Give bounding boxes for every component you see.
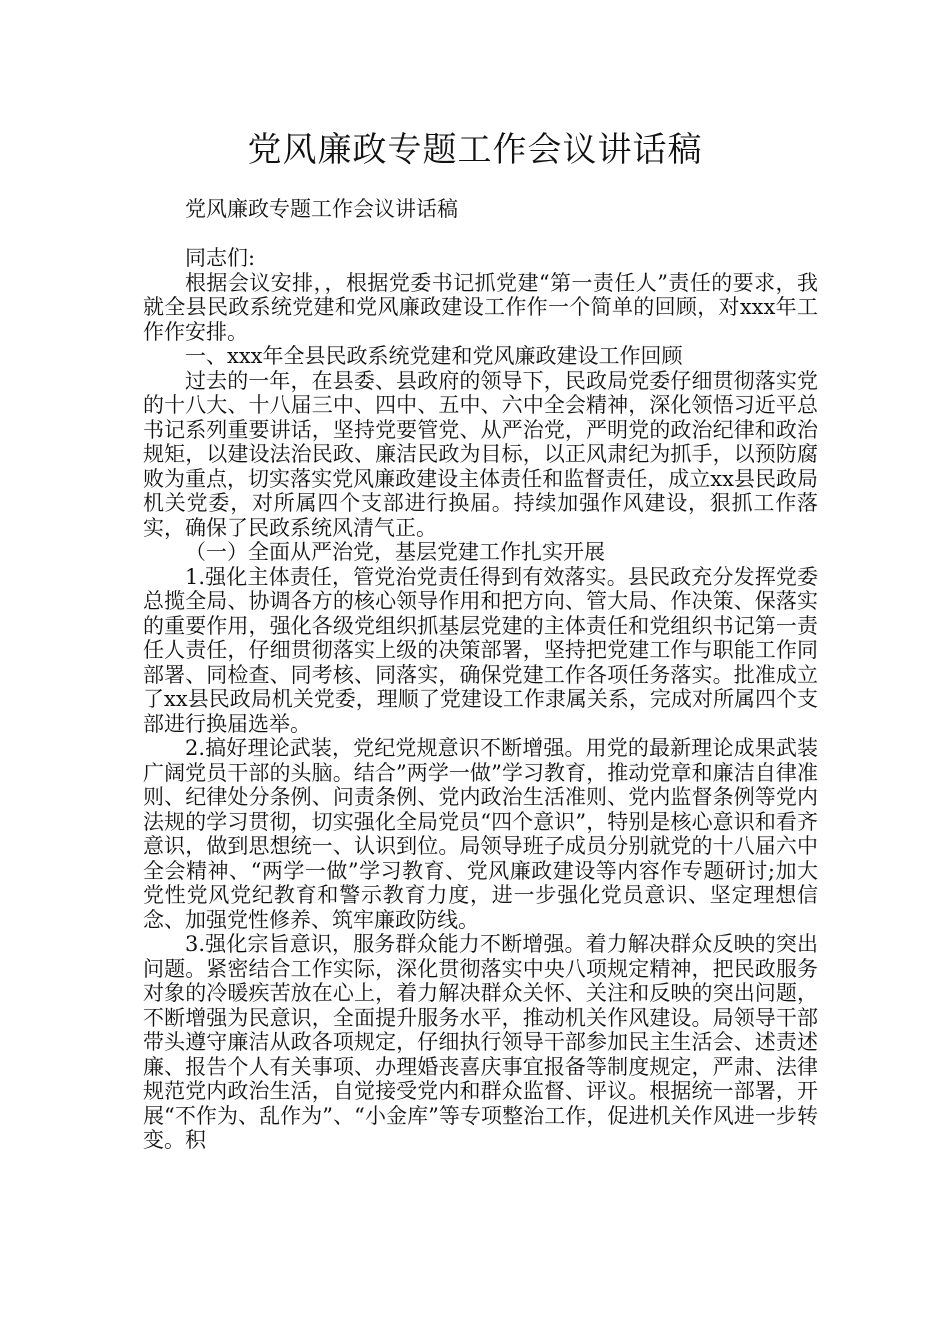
- document-title: 党风廉政专题工作会议讲话稿: [247, 130, 703, 170]
- document-subtitle: 党风廉政专题工作会议讲话稿: [185, 197, 458, 221]
- document-body: [143, 197, 818, 1153]
- paragraph-item-3: 3.强化宗旨意识，服务群众能力不断增强。着力解决群众反映的突出问题。紧密结合工作实际，深化贯彻落实中央八项规定精神，把民政服务对象的冷暖疾苦放在心上，着力解决群众关怀、关注和反映的突出问题，不断增强为民意识，全面提升服务水平，推动机关作风建设。局领导干部带头遵守廉洁从政各项规定，仔细执行领导干部参加民主生活会、述责述廉、报告个人有关事项、办理婚丧喜庆事宜报备等制度规定，严肃、法律规范党内政治生活，自觉接受党内和群众监督、评议。根据统一部署，开展“不作为、乱作为”、“小金库”等专项整治工作，促进机关作风进一步转变。积: [143, 932, 818, 1152]
- subsection-heading-1: （一）全面从严治党，基层党建工作扎实开展: [185, 540, 605, 564]
- paragraph-item-2: 2.搞好理论武装，党纪党规意识不断增强。用党的最新理论成果武装广阔党员干部的头脑。结合”两学一做”学习教育，推动党章和廉洁自律准则、纪律处分条例、问责条例、党内政治生活准则、党内监督条例等党内法规的学习贯彻，切实强化全局党员“四个意识”，特别是核心意识和看齐意识，做到思想统一、认识到位。局领导班子成员分别就党的十八届六中全会精神、“两学一做”学习教育、党风廉政建设等内容作专题研讨;加大党性党风党纪教育和警示教育力度，进一步强化党员意识、坚定理想信念、加强党性修养、筑牢廉政防线。: [143, 736, 818, 932]
- paragraph-review: 过去的一年，在县委、县政府的领导下，民政局党委仔细贯彻落实党的十八大、十八届三中、四中、五中、六中全会精神，深化领悟习近平总书记系列重要讲话，坚持党要管党、从严治党，严明党的政治纪律和政治规矩，以建设法治民政、廉洁民政为目标，以正风肃纪为抓手，以预防腐败为重点，切实落实党风廉政建设主体责任和监督责任，成立xx县民政局机关党委，对所属四个支部进行换届。持续加强作风建设，狠抓工作落实，确保了民政系统风清气正。: [143, 368, 818, 540]
- paragraph-intro: 根据会议安排，，根据党委书记抓党建“第一责任人”责任的要求，我就全县民政系统党建和党风廉政建设工作作一个简单的回顾，对xxx年工作作安排。: [143, 270, 818, 344]
- salutation: 同志们:: [185, 246, 256, 270]
- paragraph-item-1: 1.强化主体责任，管党治党责任得到有效落实。县民政充分发挥党委总揽全局、协调各方的核心领导作用和把方向、管大局、作决策、保落实的重要作用，强化各级党组织抓基层党建的主体责任和党组织书记第一责任人责任，仔细贯彻落实上级的决策部署，坚持把党建工作与职能工作同部署、同检查、同考核、同落实，确保党建工作各项任务落实。批准成立了xx县民政局机关党委，理顺了党建设工作隶属关系，完成对所属四个支部进行换届选举。: [143, 564, 818, 736]
- section-heading-1: 一、xxx年全县民政系统党建和党风廉政建设工作回顾: [185, 344, 683, 368]
